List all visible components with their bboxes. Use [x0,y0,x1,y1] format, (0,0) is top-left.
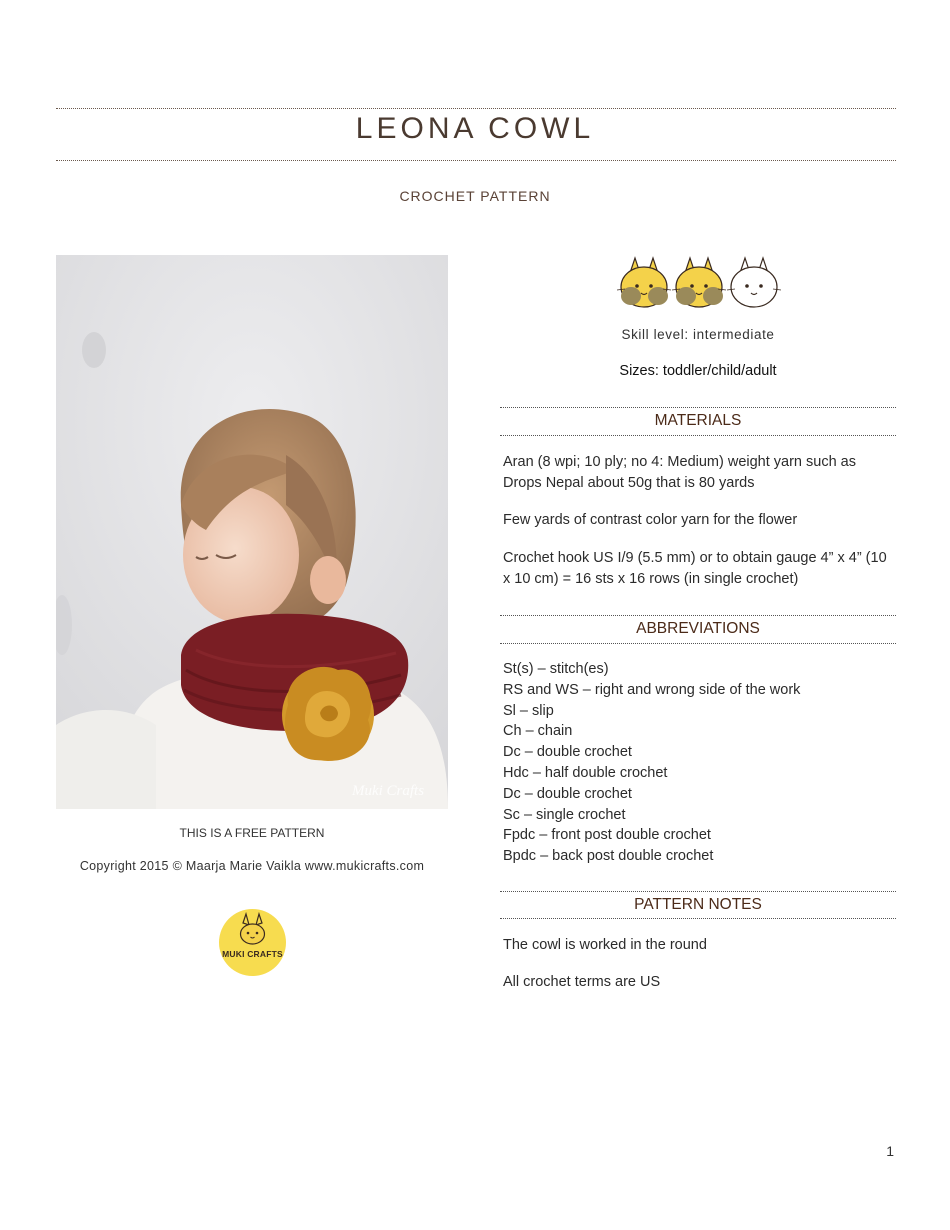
pattern-note-item: All crochet terms are US [503,974,661,990]
abbreviations-list [503,659,895,867]
materials-item: Crochet hook US I/9 (5.5 mm) or to obtain gauge 4” x 4” (10 x 10 cm) = 16 sts x 16 rows (in single crochet) [503,550,887,587]
bunny-skill-icons [617,256,781,312]
page-subtitle: CROCHET PATTERN [399,188,551,204]
bunny-icon-filled-2 [672,258,726,307]
materials-top-rule [500,407,896,408]
copyright-text: Copyright 2015 © Maarja Marie Vaikla www.mukicrafts.com [79,859,425,873]
photo-illustration [56,255,448,809]
abbreviation-item: Hdc – half double crochet [503,764,668,781]
abbreviation-item: Fpdc – front post double crochet [503,827,711,844]
abbreviation-item: Dc – double crochet [503,744,632,761]
materials-heading: MATERIALS [654,412,742,429]
logo-text: MUKI CRAFTS [222,949,283,959]
page-number: 1 [886,1143,894,1159]
pattern-notes-heading: PATTERN NOTES [634,896,762,913]
abbreviations-bottom-rule [500,643,896,644]
abbreviations-heading: ABBREVIATIONS [636,620,760,637]
photo-watermark: Muki Crafts [351,783,425,799]
abbreviation-item: RS and WS – right and wrong side of the work [503,681,801,698]
pattern-notes-top-rule [500,891,896,892]
bunny-icon-filled-1 [617,258,671,307]
sizes-label: Sizes: toddler/child/adult [619,363,777,379]
header-top-rule [56,108,896,109]
bunny-logo-icon [219,909,286,976]
abbreviation-item: Sc – single crochet [503,806,626,823]
page-title: LEONA COWL [355,112,595,145]
abbreviation-item: Ch – chain [503,723,573,740]
pattern-notes-bottom-rule [500,918,896,919]
abbreviation-item: Dc – double crochet [503,785,632,802]
product-photo [56,255,448,809]
abbreviation-item: Sl – slip [503,702,554,719]
header-bottom-rule [56,160,896,161]
materials-item: Aran (8 wpi; 10 ply; no 4: Medium) weight yarn such as Drops Nepal about 50g that is 80 yards [503,454,856,491]
skill-level-icons [617,256,781,312]
materials-bottom-rule [500,435,896,436]
muki-crafts-logo [219,909,286,976]
skill-level-label: Skill level: intermediate [621,327,775,342]
abbreviations-top-rule [500,615,896,616]
abbreviation-item: St(s) – stitch(es) [503,661,609,677]
materials-item: Few yards of contrast color yarn for the flower [503,512,798,528]
abbreviation-item: Bpdc – back post double crochet [503,848,714,865]
free-pattern-note: THIS IS A FREE PATTERN [179,826,325,840]
bunny-icon-empty [727,258,781,307]
pattern-note-item: The cowl is worked in the round [503,937,707,953]
